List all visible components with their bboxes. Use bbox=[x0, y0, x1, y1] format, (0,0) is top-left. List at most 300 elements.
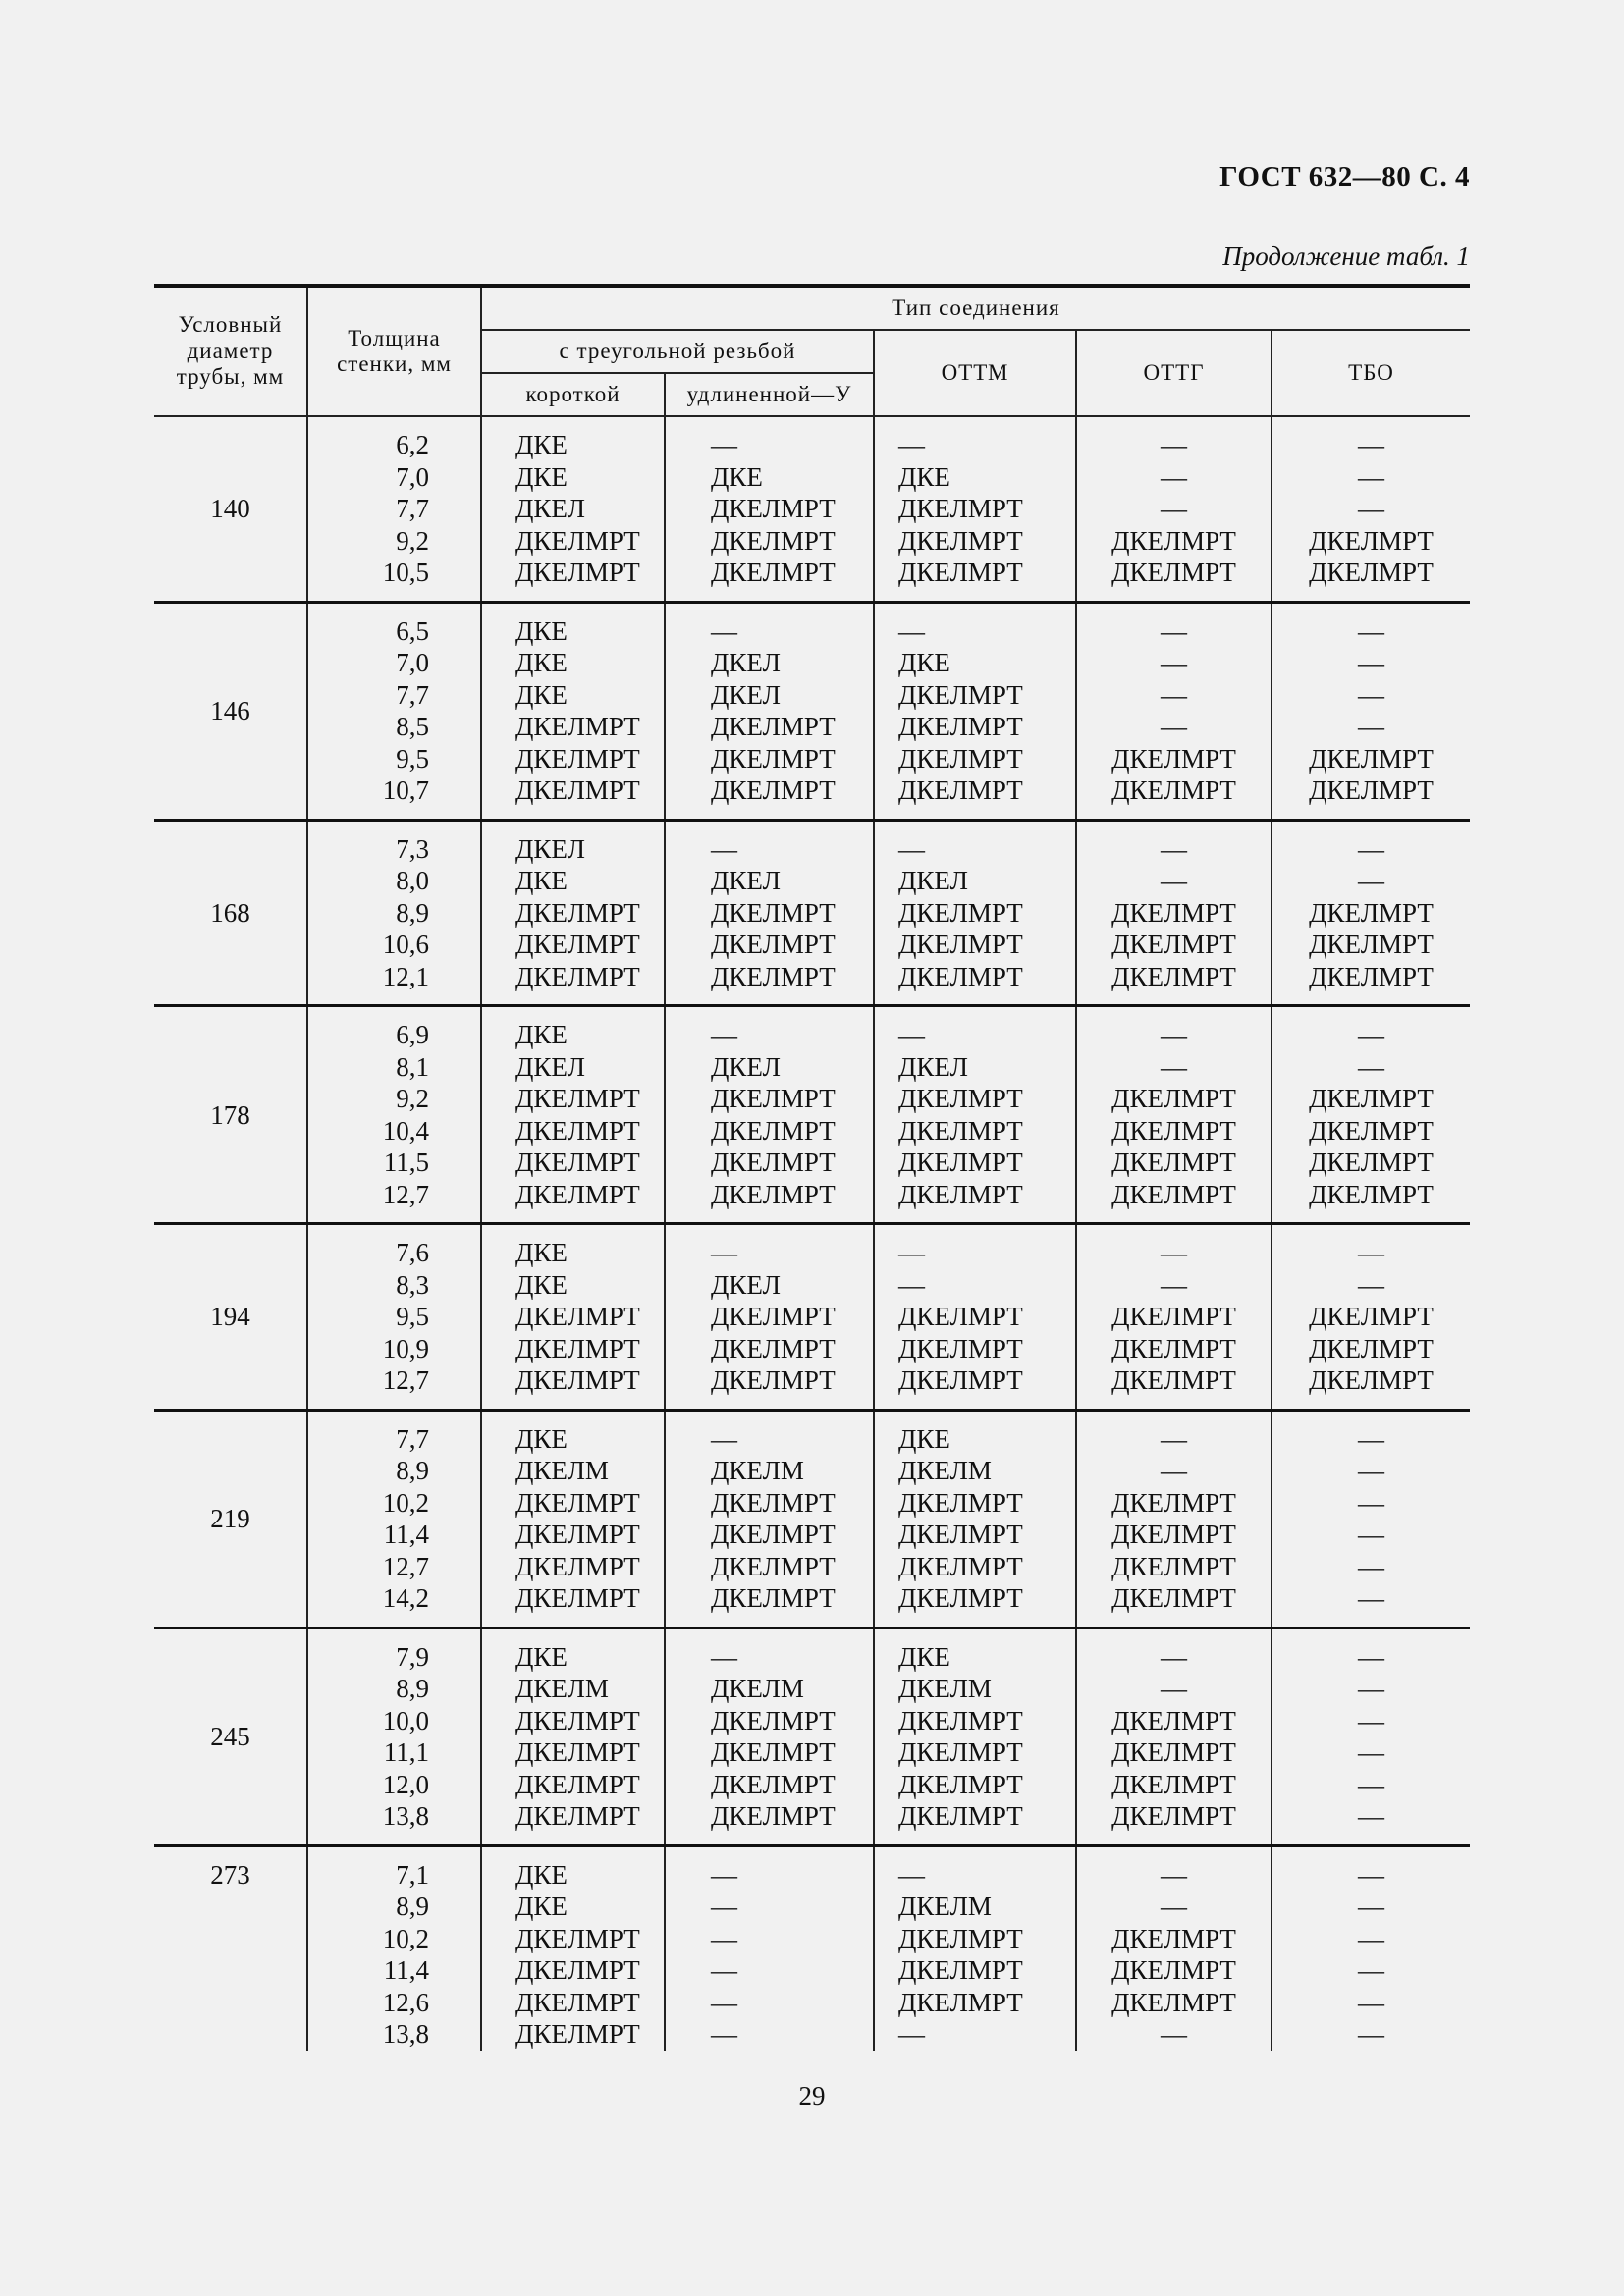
diameter-value: 194 bbox=[210, 1302, 250, 1331]
elongated-thread-cell-line: ДКЕЛ bbox=[711, 679, 781, 710]
thickness-cell bbox=[307, 1006, 481, 1224]
ottm-cell bbox=[874, 820, 1076, 1006]
short-thread-cell-line: ДКЕ bbox=[515, 461, 568, 492]
elongated-thread-cell-line: ДКЕЛМРТ bbox=[711, 525, 836, 556]
elongated-thread-cell-line: ДКЕЛ bbox=[711, 1051, 781, 1082]
elongated-thread-cell bbox=[665, 1628, 874, 1845]
elongated-thread-cell-line: — bbox=[711, 1423, 737, 1454]
short-thread-cell bbox=[481, 1628, 665, 1845]
ottg-cell-line: ДКЕЛМРТ bbox=[1111, 775, 1236, 805]
tbo-cell-line: ДКЕЛМРТ bbox=[1309, 558, 1434, 587]
ottm-cell-line: — bbox=[898, 1020, 925, 1049]
elongated-thread-cell-line: — bbox=[711, 833, 737, 864]
thickness-cell-line: 10,2 bbox=[382, 1487, 429, 1518]
short-thread-cell bbox=[481, 1224, 665, 1411]
tbo-cell-line: ДКЕЛМРТ bbox=[1309, 1084, 1434, 1113]
ottm-cell-line: ДКЕЛ bbox=[898, 1051, 968, 1082]
ottg-cell-line: — bbox=[1161, 461, 1187, 492]
ottm-cell-line: ДКЕЛМРТ bbox=[898, 1179, 1023, 1209]
ottg-cell-line: — bbox=[1161, 1238, 1187, 1267]
ottm-cell-line: — bbox=[898, 430, 925, 459]
ottm-cell-line: ДКЕЛМ bbox=[898, 1674, 992, 1703]
short-thread-cell-line: ДКЕ bbox=[515, 1859, 568, 1890]
tbo-cell-line: — bbox=[1358, 430, 1384, 459]
short-thread-cell-line: ДКЕЛМРТ bbox=[515, 2019, 640, 2049]
ottm-cell-line: ДКЕЛМРТ bbox=[898, 1583, 1023, 1613]
ottm-cell-line: ДКЕЛМРТ bbox=[898, 1955, 1023, 1985]
tbo-cell-line: ДКЕЛМРТ bbox=[1309, 1115, 1434, 1146]
short-thread-cell-line: ДКЕ bbox=[515, 1641, 568, 1672]
thickness-cell-line: 10,6 bbox=[382, 930, 429, 959]
diameter-cell bbox=[154, 1224, 307, 1411]
header-connection-type: Тип соединения bbox=[481, 286, 1470, 330]
ottm-cell-line: ДКЕЛМРТ bbox=[898, 1148, 1023, 1177]
elongated-thread-cell-line: ДКЕЛМРТ bbox=[711, 1551, 836, 1581]
tbo-cell-line: ДКЕЛМРТ bbox=[1309, 775, 1434, 805]
short-thread-cell-line: ДКЕЛМРТ bbox=[515, 1987, 640, 2017]
ottg-cell-line: — bbox=[1161, 679, 1187, 710]
short-thread-cell-line: ДКЕЛМРТ bbox=[515, 961, 640, 991]
thickness-cell-line: 7,3 bbox=[396, 833, 429, 864]
tbo-cell bbox=[1272, 416, 1470, 602]
short-thread-cell-line: ДКЕЛМРТ bbox=[515, 1084, 640, 1113]
header-tbo: ТБО bbox=[1272, 330, 1470, 416]
ottg-cell-line: ДКЕЛМРТ bbox=[1111, 558, 1236, 587]
ottm-cell-line: ДКЕЛМ bbox=[898, 1892, 992, 1921]
short-thread-cell-line: ДКЕЛМРТ bbox=[515, 1115, 640, 1146]
ottg-cell-line: — bbox=[1161, 1859, 1187, 1890]
diameter-value: 245 bbox=[210, 1722, 250, 1751]
ottm-cell-line: ДКЕЛМРТ bbox=[898, 1987, 1023, 2017]
short-thread-cell-line: ДКЕ bbox=[515, 1892, 568, 1921]
diameter-value: 140 bbox=[210, 494, 250, 523]
diameter-value: 168 bbox=[210, 897, 250, 928]
short-thread-cell-line: ДКЕЛМРТ bbox=[515, 1923, 640, 1953]
ottm-cell-line: ДКЕЛМРТ bbox=[898, 1084, 1023, 1113]
elongated-thread-cell-line: ДКЕЛМРТ bbox=[711, 1801, 836, 1831]
elongated-thread-cell-line: — bbox=[711, 1859, 737, 1890]
thickness-cell-line: 7,1 bbox=[396, 1859, 429, 1890]
thickness-cell-line: 7,7 bbox=[396, 1423, 429, 1454]
header-elongated: удлиненной—У bbox=[665, 373, 874, 416]
elongated-thread-cell-line: ДКЕЛМРТ bbox=[711, 1302, 836, 1331]
ottg-cell-line: — bbox=[1161, 866, 1187, 895]
short-thread-cell-line: ДКЕ bbox=[515, 679, 568, 710]
ottg-cell-line: — bbox=[1161, 2019, 1187, 2049]
elongated-thread-cell bbox=[665, 1845, 874, 2051]
ottm-cell-line: ДКЕЛМРТ bbox=[898, 1520, 1023, 1549]
tbo-cell-line: — bbox=[1358, 2019, 1384, 2049]
short-thread-cell-line: ДКЕЛМРТ bbox=[515, 1801, 640, 1831]
thickness-cell-line: 8,9 bbox=[396, 1456, 429, 1485]
standard-header: ГОСТ 632—80 С. 4 bbox=[1219, 161, 1470, 192]
ottg-cell-line: — bbox=[1161, 615, 1187, 646]
ottg-cell-line: ДКЕЛМРТ bbox=[1111, 1583, 1236, 1613]
ottg-cell bbox=[1076, 1006, 1272, 1224]
diameter-value: 146 bbox=[210, 696, 250, 725]
header-short: короткой bbox=[481, 373, 665, 416]
ottg-cell bbox=[1076, 416, 1272, 602]
thickness-cell-line: 7,6 bbox=[396, 1238, 429, 1267]
thickness-cell-line: 8,9 bbox=[396, 897, 429, 928]
thickness-cell-line: 10,0 bbox=[382, 1705, 429, 1735]
ottg-cell bbox=[1076, 1845, 1272, 2051]
thickness-cell-line: 11,5 bbox=[383, 1148, 429, 1177]
ottm-cell-line: ДКЕЛМРТ bbox=[898, 525, 1023, 556]
ottg-cell bbox=[1076, 1224, 1272, 1411]
thickness-cell-line: 13,8 bbox=[382, 2019, 429, 2049]
tbo-cell-line: — bbox=[1358, 1423, 1384, 1454]
ottg-cell-line: — bbox=[1161, 430, 1187, 459]
short-thread-cell-line: ДКЕЛМРТ bbox=[515, 1737, 640, 1767]
tbo-cell bbox=[1272, 1006, 1470, 1224]
elongated-thread-cell-line: — bbox=[711, 1923, 737, 1953]
diameter-cell bbox=[154, 416, 307, 602]
thickness-cell-line: 6,5 bbox=[396, 615, 429, 646]
elongated-thread-cell-line: ДКЕЛМРТ bbox=[711, 1737, 836, 1767]
thickness-cell-line: 7,0 bbox=[396, 461, 429, 492]
short-thread-cell-line: ДКЕ bbox=[515, 866, 568, 895]
tbo-cell-line: — bbox=[1358, 1769, 1384, 1799]
ottm-cell bbox=[874, 1224, 1076, 1411]
elongated-thread-cell-line: — bbox=[711, 2019, 737, 2049]
tbo-cell-line: — bbox=[1358, 1705, 1384, 1735]
ottg-cell bbox=[1076, 602, 1272, 820]
thickness-cell-line: 6,2 bbox=[396, 430, 429, 459]
thickness-cell-line: 9,5 bbox=[396, 743, 429, 774]
thickness-cell-line: 8,3 bbox=[396, 1269, 429, 1300]
thickness-cell-line: 12,1 bbox=[382, 961, 429, 991]
thickness-cell-line: 9,2 bbox=[396, 1084, 429, 1113]
ottm-cell bbox=[874, 1410, 1076, 1628]
diameter-cell bbox=[154, 1845, 307, 2051]
diameter-value: 219 bbox=[210, 1504, 250, 1533]
ottg-cell-line: ДКЕЛМРТ bbox=[1111, 1115, 1236, 1146]
ottg-cell-line: ДКЕЛМРТ bbox=[1111, 1520, 1236, 1549]
ottg-cell-line: ДКЕЛМРТ bbox=[1111, 1179, 1236, 1209]
diameter-cell bbox=[154, 1628, 307, 1845]
tbo-cell-line: — bbox=[1358, 461, 1384, 492]
tbo-cell bbox=[1272, 1410, 1470, 1628]
table-continuation-label: Продолжение табл. 1 bbox=[1222, 241, 1470, 271]
elongated-thread-cell-line: — bbox=[711, 615, 737, 646]
short-thread-cell-line: ДКЕЛМ bbox=[515, 1674, 609, 1703]
ottg-cell-line: ДКЕЛМРТ bbox=[1111, 743, 1236, 774]
short-thread-cell-line: ДКЕ bbox=[515, 615, 568, 646]
tbo-cell-line: ДКЕЛМРТ bbox=[1309, 1365, 1434, 1395]
diameter-cell bbox=[154, 1006, 307, 1224]
elongated-thread-cell-line: — bbox=[711, 1987, 737, 2017]
table-row-group bbox=[154, 416, 1470, 602]
ottg-cell-line: ДКЕЛМРТ bbox=[1111, 1551, 1236, 1581]
thickness-cell bbox=[307, 1628, 481, 1845]
thickness-cell bbox=[307, 1224, 481, 1411]
ottg-cell-line: ДКЕЛМРТ bbox=[1111, 1801, 1236, 1831]
ottg-cell-line: ДКЕЛМРТ bbox=[1111, 1302, 1236, 1331]
short-thread-cell-line: ДКЕЛМРТ bbox=[515, 1365, 640, 1395]
tbo-cell bbox=[1272, 602, 1470, 820]
ottg-cell-line: — bbox=[1161, 648, 1187, 677]
short-thread-cell-line: ДКЕЛ bbox=[515, 494, 585, 523]
thickness-cell-line: 6,9 bbox=[396, 1020, 429, 1049]
ottg-cell-line: — bbox=[1161, 1423, 1187, 1454]
thickness-cell bbox=[307, 416, 481, 602]
elongated-thread-cell-line: ДКЕЛ bbox=[711, 1269, 781, 1300]
ottm-cell-line: ДКЕЛМРТ bbox=[898, 897, 1023, 928]
ottm-cell-line: ДКЕЛМРТ bbox=[898, 1801, 1023, 1831]
elongated-thread-cell-line: ДКЕЛМРТ bbox=[711, 1769, 836, 1799]
ottm-cell-line: ДКЕЛМРТ bbox=[898, 1923, 1023, 1953]
thickness-cell-line: 13,8 bbox=[382, 1801, 429, 1831]
ottg-cell-line: — bbox=[1161, 712, 1187, 741]
table-row-group bbox=[154, 1410, 1470, 1628]
ottg-cell bbox=[1076, 820, 1272, 1006]
ottg-cell-line: ДКЕЛМРТ bbox=[1111, 1487, 1236, 1518]
ottm-cell-line: ДКЕЛ bbox=[898, 866, 968, 895]
ottg-cell-line: ДКЕЛМРТ bbox=[1111, 1769, 1236, 1799]
tbo-cell-line: — bbox=[1358, 712, 1384, 741]
ottg-cell-line: — bbox=[1161, 1456, 1187, 1485]
thickness-cell-line: 10,5 bbox=[382, 558, 429, 587]
ottg-cell-line: — bbox=[1161, 1674, 1187, 1703]
thickness-cell bbox=[307, 602, 481, 820]
thickness-cell-line: 11,1 bbox=[383, 1737, 429, 1767]
diameter-value: 178 bbox=[210, 1099, 250, 1130]
tbo-cell-line: — bbox=[1358, 679, 1384, 710]
tbo-cell-line: ДКЕЛМРТ bbox=[1309, 1148, 1434, 1177]
short-thread-cell-line: ДКЕ bbox=[515, 1269, 568, 1300]
short-thread-cell-line: ДКЕЛМРТ bbox=[515, 1487, 640, 1518]
thickness-cell-line: 7,9 bbox=[396, 1641, 429, 1672]
ottm-cell-line: ДКЕЛМРТ bbox=[898, 712, 1023, 741]
ottg-cell-line: ДКЕЛМРТ bbox=[1111, 525, 1236, 556]
short-thread-cell-line: ДКЕЛМРТ bbox=[515, 930, 640, 959]
elongated-thread-cell bbox=[665, 1006, 874, 1224]
ottm-cell bbox=[874, 602, 1076, 820]
thickness-cell-line: 8,9 bbox=[396, 1892, 429, 1921]
ottm-cell-line: — bbox=[898, 1269, 925, 1300]
ottg-cell-line: — bbox=[1161, 1020, 1187, 1049]
ottm-cell bbox=[874, 1006, 1076, 1224]
tbo-cell-line: — bbox=[1358, 1020, 1384, 1049]
thickness-cell-line: 12,7 bbox=[382, 1551, 429, 1581]
elongated-thread-cell-line: ДКЕЛМРТ bbox=[711, 558, 836, 587]
short-thread-cell-line: ДКЕЛМРТ bbox=[515, 1333, 640, 1363]
ottg-cell-line: — bbox=[1161, 1269, 1187, 1300]
ottm-cell-line: ДКЕЛМРТ bbox=[898, 1737, 1023, 1767]
header-triangular-thread: с треугольной резьбой bbox=[481, 330, 874, 373]
tbo-cell-line: ДКЕЛМРТ bbox=[1309, 525, 1434, 556]
ottm-cell-line: ДКЕЛМРТ bbox=[898, 1365, 1023, 1395]
elongated-thread-cell bbox=[665, 602, 874, 820]
elongated-thread-cell-line: ДКЕЛ bbox=[711, 648, 781, 677]
tbo-cell-line: — bbox=[1358, 1641, 1384, 1672]
tbo-cell-line: — bbox=[1358, 1892, 1384, 1921]
ottm-cell-line: — bbox=[898, 833, 925, 864]
elongated-thread-cell-line: ДКЕЛМРТ bbox=[711, 775, 836, 805]
short-thread-cell-line: ДКЕЛМРТ bbox=[515, 1583, 640, 1613]
thickness-cell-line: 12,6 bbox=[382, 1987, 429, 2017]
table-body bbox=[154, 416, 1470, 2051]
thickness-cell-line: 10,2 bbox=[382, 1923, 429, 1953]
tbo-cell-line: — bbox=[1358, 615, 1384, 646]
ottm-cell bbox=[874, 1628, 1076, 1845]
ottm-cell-line: ДКЕ bbox=[898, 1423, 950, 1454]
thickness-cell-line: 8,1 bbox=[396, 1051, 429, 1082]
header-ottg: ОТТГ bbox=[1076, 330, 1272, 416]
ottm-cell-line: ДКЕЛМРТ bbox=[898, 775, 1023, 805]
ottm-cell-line: ДКЕЛМРТ bbox=[898, 1487, 1023, 1518]
ottm-cell bbox=[874, 1845, 1076, 2051]
ottg-cell-line: — bbox=[1161, 1641, 1187, 1672]
table-row-group bbox=[154, 1006, 1470, 1224]
tbo-cell bbox=[1272, 1224, 1470, 1411]
tbo-cell-line: — bbox=[1358, 1051, 1384, 1082]
thickness-cell-line: 12,7 bbox=[382, 1365, 429, 1395]
ottg-cell-line: ДКЕЛМРТ bbox=[1111, 1705, 1236, 1735]
ottm-cell-line: ДКЕ bbox=[898, 461, 950, 492]
ottg-cell bbox=[1076, 1628, 1272, 1845]
ottm-cell-line: ДКЕЛМРТ bbox=[898, 1551, 1023, 1581]
thickness-cell bbox=[307, 1410, 481, 1628]
ottm-cell-line: ДКЕЛМРТ bbox=[898, 1705, 1023, 1735]
short-thread-cell bbox=[481, 1006, 665, 1224]
header-diameter: Условный диаметр трубы, мм bbox=[154, 286, 307, 416]
ottm-cell-line: ДКЕЛМРТ bbox=[898, 1769, 1023, 1799]
ottm-cell-line: ДКЕ bbox=[898, 648, 950, 677]
connection-types-table bbox=[154, 284, 1470, 2051]
tbo-cell-line: — bbox=[1358, 1520, 1384, 1549]
short-thread-cell-line: ДКЕЛМРТ bbox=[515, 525, 640, 556]
elongated-thread-cell-line: ДКЕЛМ bbox=[711, 1674, 804, 1703]
thickness-cell-line: 7,7 bbox=[396, 494, 429, 523]
short-thread-cell-line: ДКЕЛМРТ bbox=[515, 1551, 640, 1581]
elongated-thread-cell-line: ДКЕЛМРТ bbox=[711, 897, 836, 928]
short-thread-cell-line: ДКЕЛМРТ bbox=[515, 1955, 640, 1985]
elongated-thread-cell-line: ДКЕ bbox=[711, 461, 763, 492]
short-thread-cell-line: ДКЕЛМРТ bbox=[515, 775, 640, 805]
ottg-cell-line: ДКЕЛМРТ bbox=[1111, 1333, 1236, 1363]
short-thread-cell-line: ДКЕ bbox=[515, 648, 568, 677]
short-thread-cell-line: ДКЕЛМРТ bbox=[515, 1148, 640, 1177]
short-thread-cell bbox=[481, 602, 665, 820]
short-thread-cell-line: ДКЕЛМРТ bbox=[515, 1705, 640, 1735]
elongated-thread-cell bbox=[665, 1224, 874, 1411]
tbo-cell-line: — bbox=[1358, 1269, 1384, 1300]
thickness-cell-line: 14,2 bbox=[382, 1583, 429, 1613]
short-thread-cell-line: ДКЕЛМРТ bbox=[515, 1769, 640, 1799]
thickness-cell-line: 10,7 bbox=[382, 775, 429, 805]
elongated-thread-cell-line: ДКЕЛМРТ bbox=[711, 1487, 836, 1518]
short-thread-cell-line: ДКЕЛМРТ bbox=[515, 897, 640, 928]
header-thickness: Толщина стенки, мм bbox=[307, 286, 481, 416]
elongated-thread-cell-line: ДКЕЛМРТ bbox=[711, 743, 836, 774]
ottm-cell-line: — bbox=[898, 615, 925, 646]
ottm-cell-line: ДКЕЛМРТ bbox=[898, 1333, 1023, 1363]
elongated-thread-cell-line: ДКЕЛМРТ bbox=[711, 1179, 836, 1209]
elongated-thread-cell-line: ДКЕЛМРТ bbox=[711, 1115, 836, 1146]
header-ottm: ОТТМ bbox=[874, 330, 1076, 416]
ottm-cell-line: — bbox=[898, 2019, 925, 2049]
short-thread-cell bbox=[481, 820, 665, 1006]
tbo-cell-line: — bbox=[1358, 1487, 1384, 1518]
elongated-thread-cell-line: ДКЕЛМРТ bbox=[711, 961, 836, 991]
tbo-cell bbox=[1272, 1628, 1470, 1845]
ottg-cell-line: — bbox=[1161, 833, 1187, 864]
tbo-cell-line: — bbox=[1358, 1456, 1384, 1485]
short-thread-cell-line: ДКЕЛМРТ bbox=[515, 1302, 640, 1331]
table-header bbox=[154, 286, 1470, 416]
ottm-cell-line: ДКЕЛМРТ bbox=[898, 930, 1023, 959]
short-thread-cell-line: ДКЕЛМРТ bbox=[515, 1520, 640, 1549]
elongated-thread-cell-line: ДКЕЛМРТ bbox=[711, 1148, 836, 1177]
elongated-thread-cell-line: ДКЕЛМРТ bbox=[711, 930, 836, 959]
elongated-thread-cell-line: — bbox=[711, 430, 737, 459]
ottm-cell-line: ДКЕЛМРТ bbox=[898, 679, 1023, 710]
thickness-cell-line: 12,0 bbox=[382, 1769, 429, 1799]
tbo-cell-line: ДКЕЛМРТ bbox=[1309, 1333, 1434, 1363]
elongated-thread-cell-line: ДКЕЛМРТ bbox=[711, 1520, 836, 1549]
ottm-cell-line: ДКЕЛМРТ bbox=[898, 1302, 1023, 1331]
thickness-cell-line: 7,0 bbox=[396, 648, 429, 677]
ottm-cell bbox=[874, 416, 1076, 602]
tbo-cell-line: ДКЕЛМРТ bbox=[1309, 961, 1434, 991]
ottg-cell-line: ДКЕЛМРТ bbox=[1111, 961, 1236, 991]
elongated-thread-cell-line: ДКЕЛМ bbox=[711, 1456, 804, 1485]
short-thread-cell-line: ДКЕЛМРТ bbox=[515, 712, 640, 741]
ottg-cell-line: ДКЕЛМРТ bbox=[1111, 1084, 1236, 1113]
short-thread-cell-line: ДКЕЛМ bbox=[515, 1456, 609, 1485]
ottg-cell-line: ДКЕЛМРТ bbox=[1111, 897, 1236, 928]
elongated-thread-cell-line: ДКЕЛМРТ bbox=[711, 494, 836, 523]
elongated-thread-cell bbox=[665, 1410, 874, 1628]
thickness-cell bbox=[307, 1845, 481, 2051]
elongated-thread-cell-line: ДКЕЛМРТ bbox=[711, 1583, 836, 1613]
thickness-cell-line: 11,4 bbox=[383, 1520, 429, 1549]
thickness-cell-line: 9,2 bbox=[396, 525, 429, 556]
elongated-thread-cell bbox=[665, 416, 874, 602]
tbo-cell bbox=[1272, 1845, 1470, 2051]
elongated-thread-cell-line: — bbox=[711, 1955, 737, 1985]
tbo-cell-line: ДКЕЛМРТ bbox=[1309, 897, 1434, 928]
tbo-cell-line: — bbox=[1358, 1674, 1384, 1703]
tbo-cell-line: — bbox=[1358, 1955, 1384, 1985]
ottm-cell-line: — bbox=[898, 1238, 925, 1267]
short-thread-cell-line: ДКЕЛМРТ bbox=[515, 743, 640, 774]
short-thread-cell-line: ДКЕЛ bbox=[515, 833, 585, 864]
tbo-cell-line: — bbox=[1358, 648, 1384, 677]
short-thread-cell-line: ДКЕЛМРТ bbox=[515, 1179, 640, 1209]
short-thread-cell bbox=[481, 1410, 665, 1628]
tbo-cell-line: — bbox=[1358, 833, 1384, 864]
thickness-cell-line: 8,9 bbox=[396, 1674, 429, 1703]
ottm-cell-line: ДКЕЛМ bbox=[898, 1456, 992, 1485]
short-thread-cell-line: ДКЕ bbox=[515, 1020, 568, 1049]
table-row-group bbox=[154, 1845, 1470, 2051]
tbo-cell-line: ДКЕЛМРТ bbox=[1309, 1302, 1434, 1331]
tbo-cell-line: — bbox=[1358, 1859, 1384, 1890]
thickness-cell bbox=[307, 820, 481, 1006]
elongated-thread-cell-line: — bbox=[711, 1020, 737, 1049]
ottm-cell-line: ДКЕЛМРТ bbox=[898, 1115, 1023, 1146]
short-thread-cell-line: ДКЕЛМРТ bbox=[515, 558, 640, 587]
thickness-cell-line: 7,7 bbox=[396, 679, 429, 710]
table-row-group bbox=[154, 602, 1470, 820]
short-thread-cell-line: ДКЕ bbox=[515, 1423, 568, 1454]
ottm-cell-line: ДКЕЛМРТ bbox=[898, 558, 1023, 587]
tbo-cell bbox=[1272, 820, 1470, 1006]
tbo-cell-line: — bbox=[1358, 1801, 1384, 1831]
